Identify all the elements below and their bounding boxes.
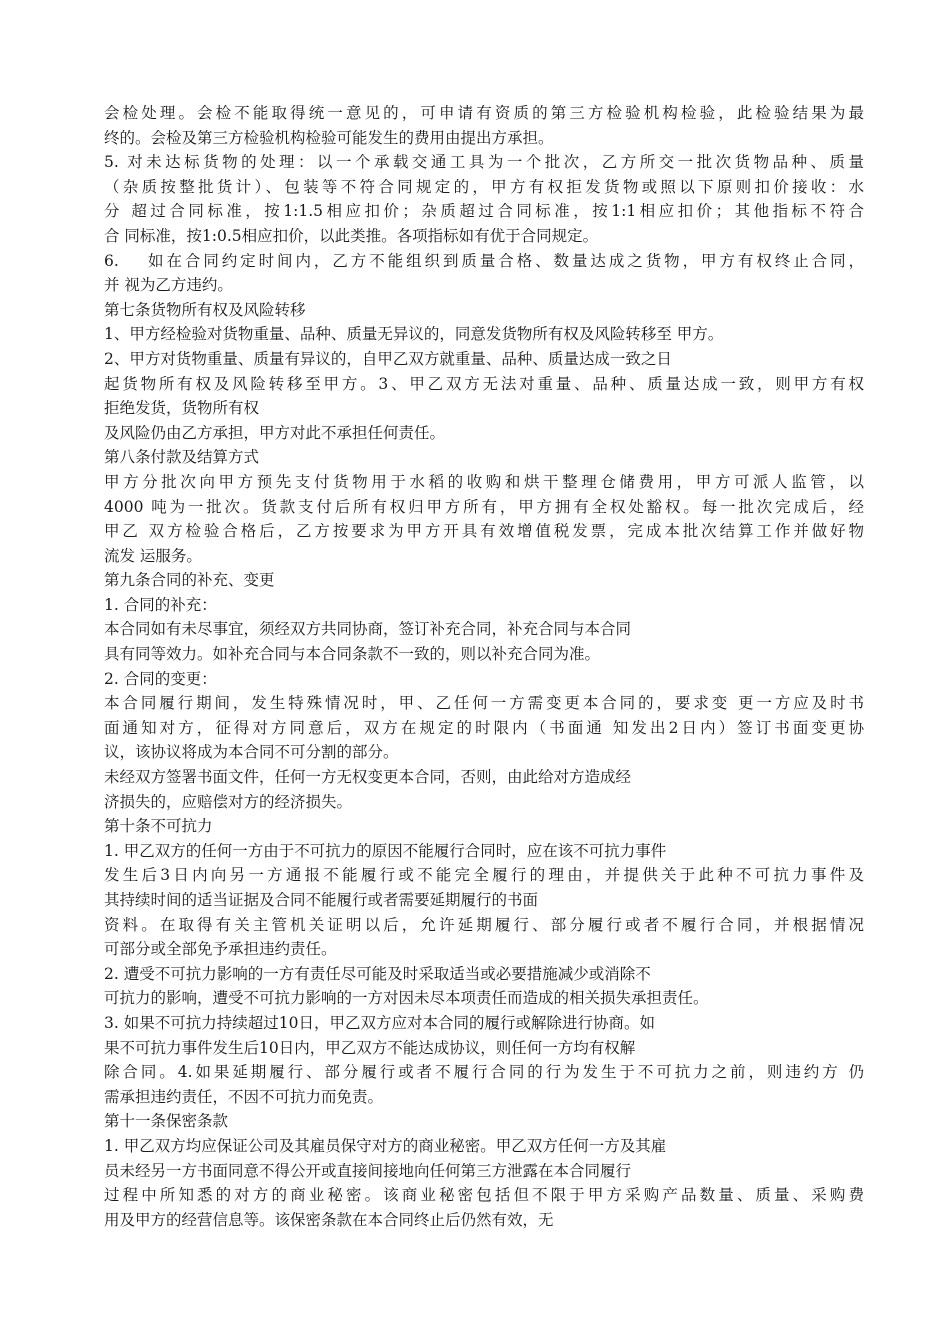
text-line: 1、甲方经检验对货物重量、品种、质量无异议的，同意发货物所有权及风险转移至 甲方。	[104, 325, 724, 344]
text-line: 可部分或全部免予承担违约责任。	[104, 940, 337, 959]
text-line: 会检处理。会检不能取得统一意见的，可申请有资质的第三方检验机构检验，此检验结果为最	[104, 104, 864, 122]
text-line: 2. 遭受不可抗力影响的一方有责任尽可能及时采取适当或必要措施减少或消除不	[104, 964, 651, 983]
text-line: 甲乙 双方检验合格后，乙方按要求为甲方开具有效增值税发票，完成本批次结算工作并做好物	[104, 522, 864, 541]
text-line: （杂质按整批货计）、包装等不符合同规定的，甲方有权拒发货物或照以下原则扣价接收：水	[104, 177, 864, 196]
text-line: 资料。在取得有关主管机关证明以后，允许延期履行、部分履行或者不履行合同，并根据情况	[104, 915, 864, 934]
text-line: 分 超过合同标准，按1:1.5相应扣价；杂质超过合同标准，按1:1相应扣价；其他指标不符合	[104, 202, 864, 221]
text-line: 发生后3日内向另一方通报不能履行或不能完全履行的理由，并提供关于此种不可抗力事件及	[104, 866, 864, 885]
text-line: 1. 甲乙双方均应保证公司及其雇员保守对方的商业秘密。甲乙双方任何一方及其雇	[104, 1136, 667, 1155]
text-line: 及风险仍由乙方承担，甲方对此不承担任何责任。	[104, 423, 446, 442]
text-line: 3. 如果不可抗力持续超过10日，甲乙双方应对本合同的履行或解除进行协商。如	[104, 1013, 655, 1032]
section-heading: 第十条不可抗力	[104, 817, 213, 836]
text-line: 未经双方签署书面文件，任何一方无权变更本合同，否则，由此给对方造成经	[104, 768, 632, 787]
text-line: 合 同标准，按1:0.5相应扣价，以此类推。各项指标如有优于合同规定。	[104, 226, 599, 245]
section-heading: 第十一条保密条款	[104, 1112, 229, 1131]
text-line: 5. 对未达标货物的处理：以一个承载交通工具为一个批次，乙方所交一批次货物品种、质量	[104, 153, 864, 172]
text-line: 需承担违约责任，不因不可抗力而免责。	[104, 1087, 384, 1106]
text-line: 果不可抗力事件发生后10日内，甲乙双方不能达成协议，则任何一方均有权解	[104, 1038, 636, 1057]
text-line: 6. 如在合同约定时间内，乙方不能组织到质量合格、数量达成之货物，甲方有权终止合同，	[104, 251, 864, 270]
text-line: 员未经另一方书面同意不得公开或直接间接地向任何第三方泄露在本合同履行	[104, 1161, 632, 1180]
text-line: 流发 运服务。	[104, 546, 202, 565]
text-line: 2. 合同的变更：	[104, 669, 217, 688]
text-line: 1. 合同的补充：	[104, 595, 217, 614]
text-line: 议，该协议将成为本合同不可分割的部分。	[104, 743, 399, 762]
text-line: 具有同等效力。如补充合同与本合同条款不一致的，则以补充合同为准。	[104, 645, 601, 664]
text-line: 1. 甲乙双方的任何一方由于不可抗力的原因不能履行合同时，应在该不可抗力事件	[104, 841, 667, 860]
text-line: 并 视为乙方违约。	[104, 276, 233, 295]
text-line: 本合同履行期间，发生特殊情况时，甲、乙任何一方需变更本合同的，要求变 更一方应及时书	[104, 694, 864, 713]
text-line: 可抗力的影响，遭受不可抗力影响的一方对因未尽本项责任而造成的相关损失承担责任。	[104, 989, 709, 1008]
text-line: 起货物所有权及风险转移至甲方。3、甲乙双方无法对重量、品种、质量达成一致，则甲方有权	[104, 374, 864, 393]
section-heading: 第八条付款及结算方式	[104, 448, 260, 467]
text-line: 济损失的，应赔偿对方的经济损失。	[104, 792, 353, 811]
text-line: 用及甲方的经营信息等。该保密条款在本合同终止后仍然有效，无	[104, 1210, 554, 1229]
text-line: 2、甲方对货物重量、质量有异议的，自甲乙双方就重量、品种、质量达成一致之日	[104, 349, 672, 368]
section-heading: 第七条货物所有权及风险转移	[104, 300, 306, 319]
document-page	[104, 101, 864, 1232]
text-line: 面通知对方，征得对方同意后，双方在规定的时限内（书面通 知发出2日内）签订书面变更协	[104, 718, 864, 737]
section-heading: 第九条合同的补充、变更	[104, 571, 275, 590]
text-line: 4000 吨为一批次。货款支付后所有权归甲方所有，甲方拥有全权处豁权。每一批次完成后，经	[104, 497, 864, 516]
text-line: 甲方分批次向甲方预先支付货物用于水稻的收购和烘干整理仓储费用，甲方可派人监管，以	[104, 472, 864, 491]
text-line: 除合同。4.如果延期履行、部分履行或者不履行合同的行为发生于不可抗力之前，则违约方 仍	[104, 1063, 864, 1082]
text-line: 拒绝发货，货物所有权	[104, 399, 260, 418]
text-line: 终的。会检及第三方检验机构检验可能发生的费用由提出方承担。	[104, 128, 554, 147]
text-line: 其持续时间的适当证据及合同不能履行或者需要延期履行的书面	[104, 891, 539, 909]
text-line: 本合同如有未尽事宜，须经双方共同协商，签订补充合同，补充合同与本合同	[104, 620, 632, 639]
text-line: 过程中所知悉的对方的商业秘密。该商业秘密包括但不限于甲方采购产品数量、质量、采购费	[104, 1186, 864, 1205]
